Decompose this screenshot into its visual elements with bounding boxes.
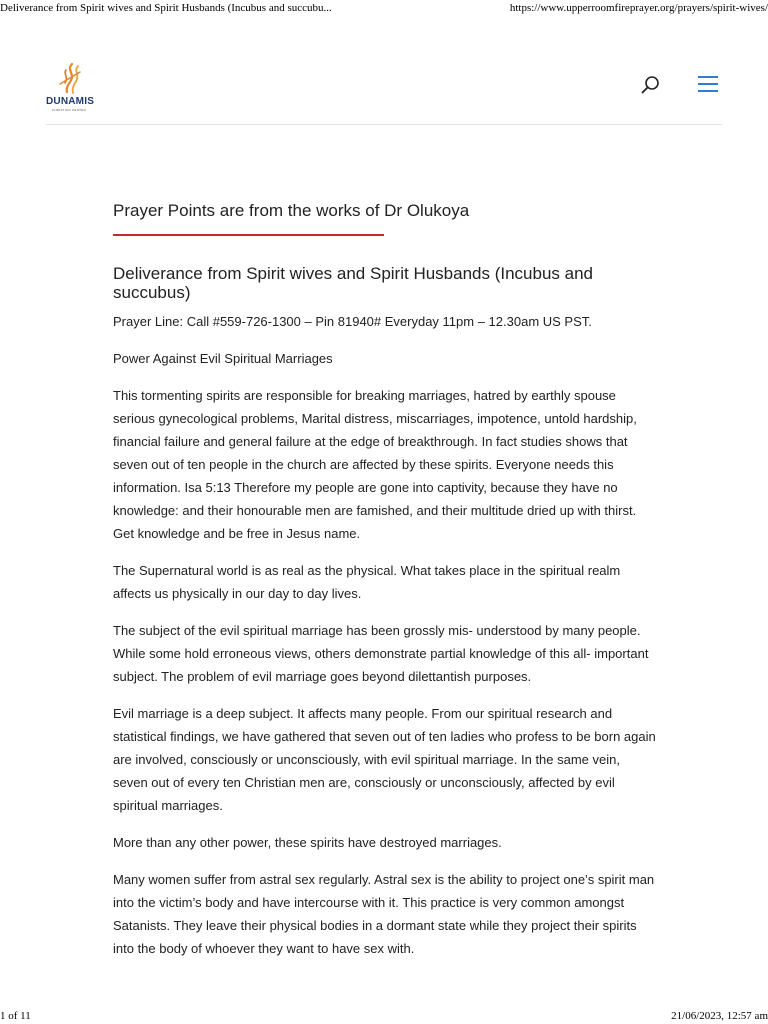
article-title: Deliverance from Spirit wives and Spirit Husbands (Incubus and succubus) bbox=[113, 264, 594, 302]
print-footer bbox=[0, 1010, 768, 1022]
section-heading: Prayer Points are from the works of Dr Olukoya bbox=[113, 201, 470, 220]
article-paragraph: The subject of the evil spiritual marriage has been grossly mis- understood by many people. While some hold erroneous views, others demonstrate partial knowledge of this all- important subject. The problem of evil marriage goes beyond dilettantish purposes. bbox=[113, 623, 649, 684]
print-page-title: Deliverance from Spirit wives and Spirit Husbands (Incubus and succubu... bbox=[0, 2, 332, 14]
article-paragraph: Evil marriage is a deep subject. It affects many people. From our spiritual research and statistical findings, we have gathered that seven out of ten ladies who profess to be born again are involved, consciously or unconsciously, with evil spiritual marriage. In the same vein, seven out of every ten Christian men are, consciously or unconsciously, affected by evil spiritual marriages. bbox=[113, 706, 656, 813]
site-header bbox=[46, 56, 722, 125]
article-paragraph: The Supernatural world is as real as the physical. What takes place in the spiritual realm affects us physically in our day to day lives. bbox=[113, 563, 621, 601]
article-paragraph: Many women suffer from astral sex regularly. Astral sex is the ability to project one’s spirit man into the victim’s body and have intercourse with it. This practice is very common amongst Satanists. They leave their physical bodies in a dormant state while they project their spirits into the body of whoever they want to have sex with. bbox=[113, 872, 655, 956]
search-button[interactable] bbox=[640, 74, 662, 96]
heading-divider bbox=[113, 234, 384, 236]
print-datetime: 21/06/2023, 12:57 am bbox=[671, 1010, 768, 1022]
print-url: https://www.upperroomfireprayer.org/prayers/spirit-wives/ bbox=[509, 2, 768, 14]
print-header bbox=[0, 2, 768, 14]
site-logo[interactable] bbox=[46, 62, 95, 114]
menu-button[interactable] bbox=[696, 74, 720, 94]
article-paragraph: More than any other power, these spirits have destroyed marriages. bbox=[113, 835, 502, 850]
article-subtitle: Power Against Evil Spiritual Marriages bbox=[113, 351, 333, 366]
hamburger-menu-icon bbox=[696, 74, 720, 94]
article-paragraph: This tormenting spirits are responsible for breaking marriages, hatred by earthly spouse serious gynecological problems, Marital distress, miscarriages, impotence, untold hardship, financial failure and general failure at the edge of breakthrough. In fact studies shows that seven out of ten people in the church are affected by these spirits. Everyone needs this information. Isa 5:13 Therefore my people are gone into captivity, because they have no knowledge: and their honourable men are famished, and their multitude dried up with thirst. Get knowledge and be free in Jesus name. bbox=[113, 388, 637, 541]
flame-logo-icon bbox=[46, 62, 92, 96]
logo-subtitle: CHRISTIAN CENTER bbox=[51, 108, 87, 112]
search-icon bbox=[640, 74, 662, 96]
print-page-number: 1 of 11 bbox=[0, 1010, 31, 1022]
logo-wordmark: DUNAMIS bbox=[46, 96, 95, 107]
article-content bbox=[113, 200, 658, 960]
prayer-line-text: Prayer Line: Call #559-726-1300 – Pin 81940# Everyday 11pm – 12.30am US PST. bbox=[113, 314, 592, 329]
